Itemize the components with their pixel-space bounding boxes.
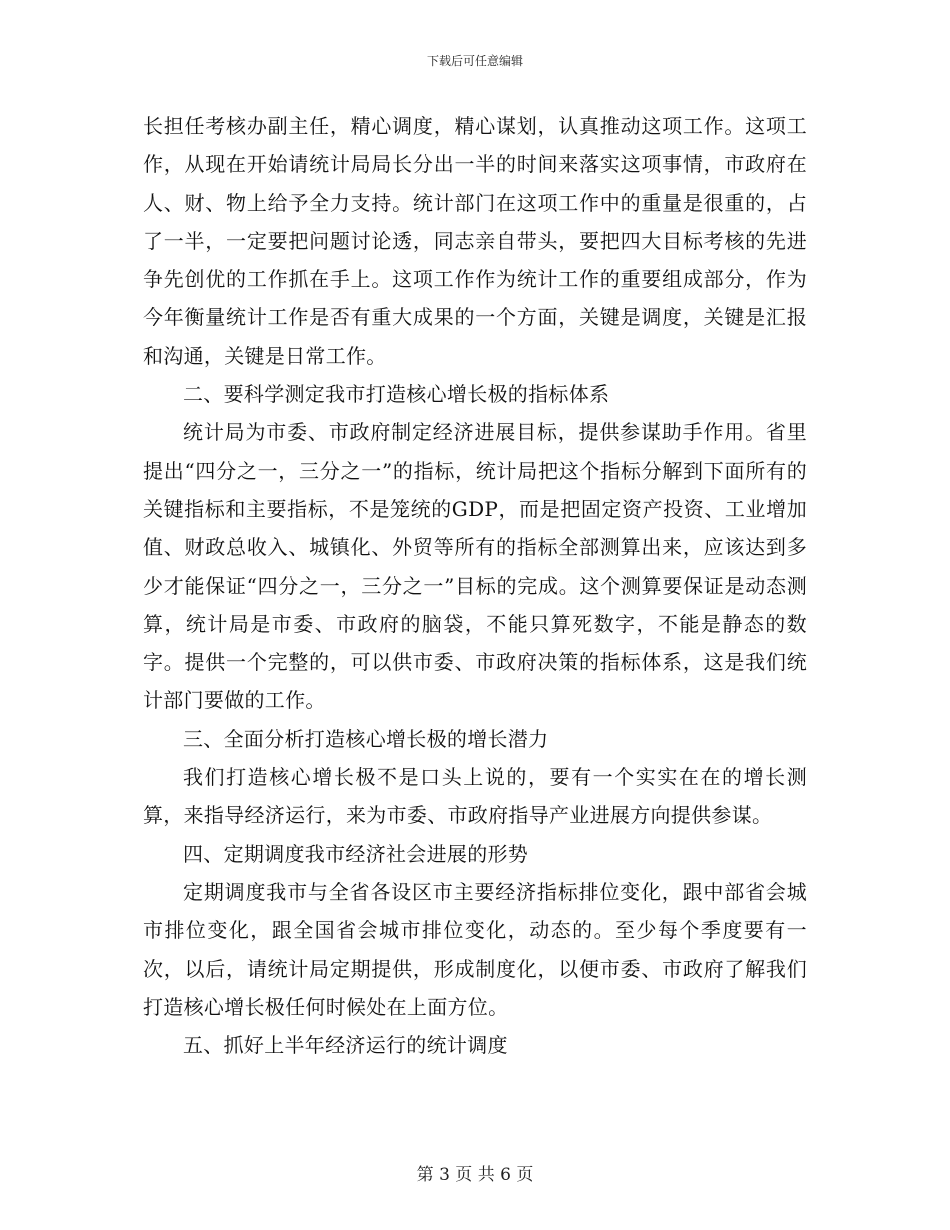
paragraph: 我们打造核心增长极不是口头上说的，要有一个实实在在的增长测算，来指导经济运行，来为市委、市政府指导产业进展方向提供参谋。 xyxy=(143,765,807,828)
document-body xyxy=(143,107,807,1064)
section-heading-4: 四、定期调度我市经济社会进展的形势 xyxy=(183,841,529,866)
paragraph-continued: 长担任考核办副主任，精心调度，精心谋划，认真推动这项工作。这项工作，从现在开始请统计局局长分出一半的时间来落实这项事情，市政府在人、财、物上给予全力支持。统计部门在这项工作中的重量是很重的，占了一半，一定要把问题讨论透，同志亲自带头，要把四大目标考核的先进争先创优的工作抓在手上。这项工作作为统计工作的重要组成部分，作为今年衡量统计工作是否有重大成果的一个方面，关键是调度，关键是汇报和沟通，关键是日常工作。 xyxy=(143,114,807,368)
section-heading-5: 五、抓好上半年经济运行的统计调度 xyxy=(183,1033,508,1058)
section-heading-2: 二、要科学测定我市打造核心增长极的指标体系 xyxy=(183,382,610,407)
page-number: 第 3 页 共 6 页 xyxy=(416,1165,534,1185)
paragraph: 统计局为市委、市政府制定经济进展目标，提供参谋助手作用。省里提出“四分之一，三分之一”的指标，统计局把这个指标分解到下面所有的关键指标和主要指标，不是笼统的GDP，而是把固定资产投资、工业增加值、财政总收入、城镇化、外贸等所有的指标全部测算出来，应该达到多少才能保证“四分之一，三分之一”目标的完成。这个测算要保证是动态测算，统计局是市委、市政府的脑袋，不能只算死数字，不能是静态的数字。提供一个完整的，可以供市委、市政府决策的指标体系，这是我们统计部门要做的工作。 xyxy=(143,420,807,713)
section-heading-3: 三、全面分析打造核心增长极的增长潜力 xyxy=(183,726,549,751)
page-header: 下载后可任意编辑 xyxy=(426,54,523,68)
paragraph: 定期调度我市与全省各设区市主要经济指标排位变化，跟中部省会城市排位变化，跟全国省会城市排位变化，动态的。至少每个季度要有一次，以后，请统计局定期提供，形成制度化，以便市委、市政府了解我们打造核心增长极任何时候处在上面方位。 xyxy=(143,879,807,1019)
